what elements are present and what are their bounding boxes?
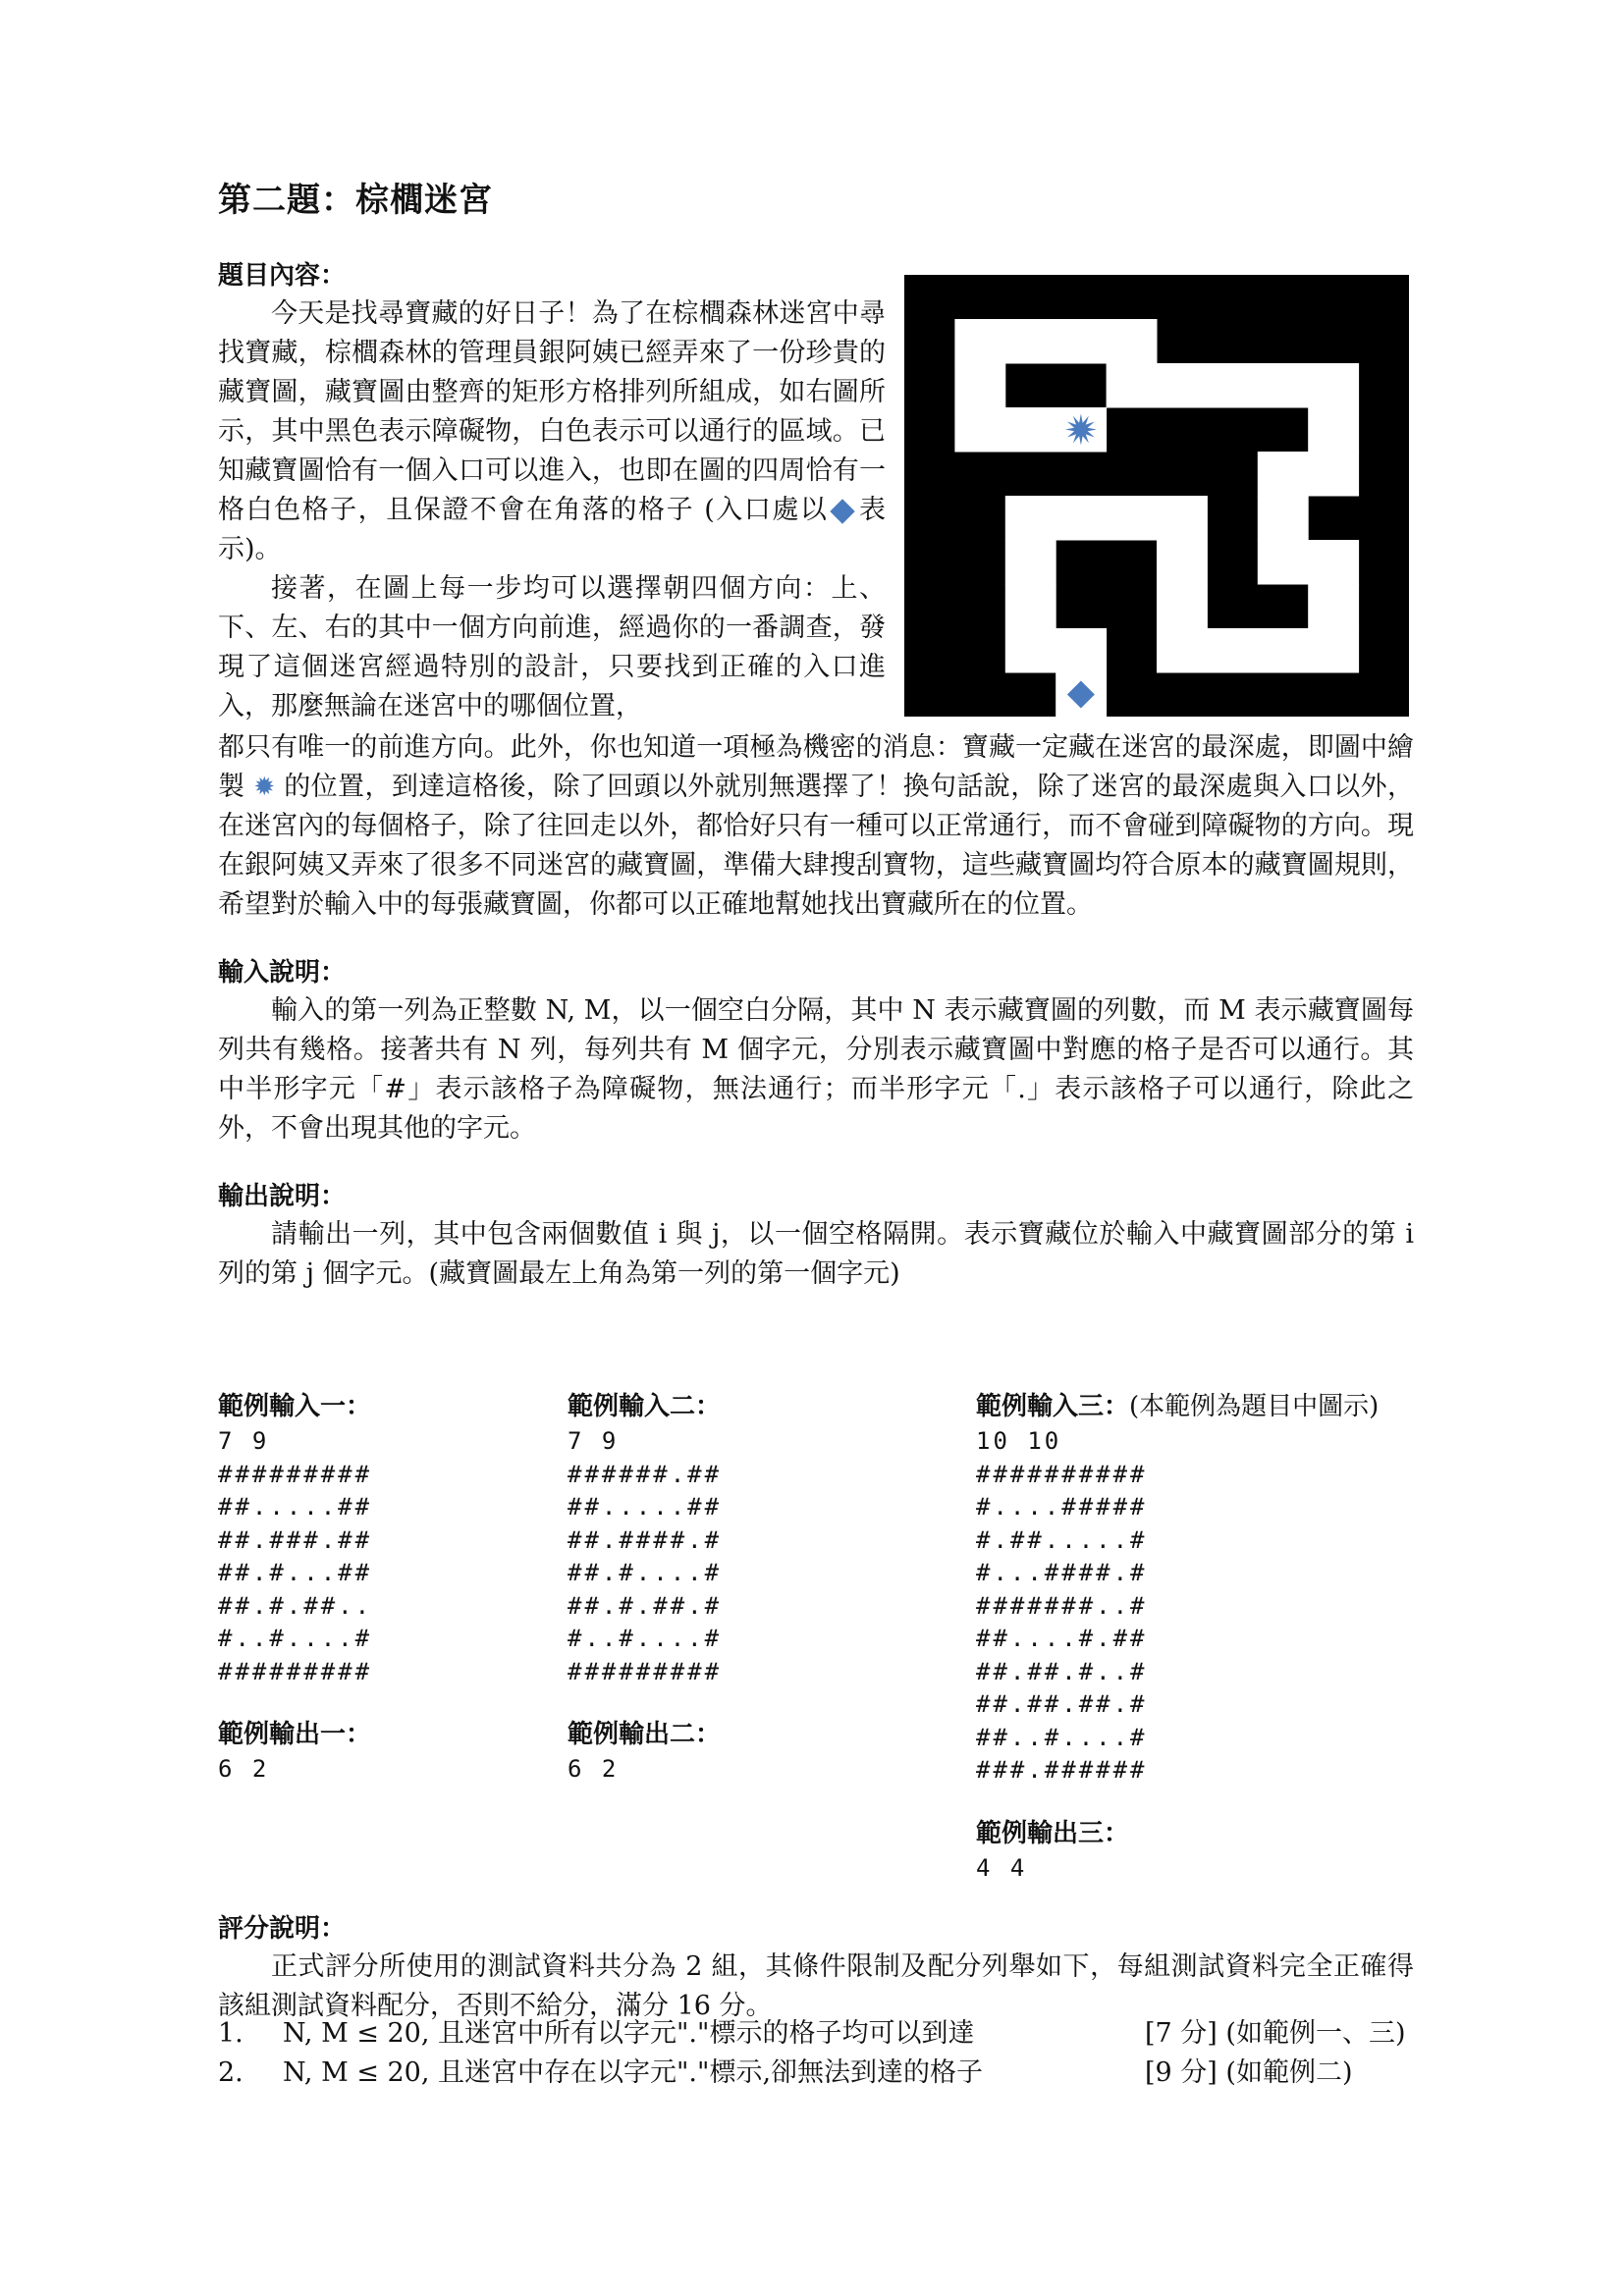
sample-input-1-label: 範例輸入一：	[218, 1392, 372, 1421]
scoring-text: 正式評分所使用的測試資料共分為 2 組，其條件限制及配分列舉如下，每組測試資料完全正確得該組測試資料配分，否則不給分，滿分 16 分。	[218, 1951, 1414, 2021]
maze-figure	[904, 275, 1409, 717]
maze-open-cell	[1258, 540, 1309, 585]
problem-paragraph-1-tail: 表示)。	[218, 495, 887, 564]
scoring-item	[218, 2014, 1435, 2054]
scoring-item-condition: N, M ≤ 20, 且迷宮中所有以字元"."標示的格子均可以到達	[283, 2018, 975, 2049]
sample-input-3-label: 範例輸入三：	[976, 1392, 1130, 1421]
maze-open-cell	[1308, 363, 1359, 408]
maze-open-cell	[1308, 452, 1359, 497]
problem-paragraph-2-bottom	[218, 728, 1414, 925]
sample-output-1-label: 範例輸出一：	[218, 1720, 372, 1749]
sample-output-1: 6 2	[218, 1755, 270, 1783]
maze-open-cell	[1157, 628, 1208, 673]
samples-section	[218, 1388, 1455, 1898]
scoring-item-number: 1.	[218, 2018, 244, 2049]
maze-open-cell	[1056, 496, 1107, 541]
maze-open-cell	[1157, 584, 1208, 629]
maze-open-cell	[1207, 363, 1258, 408]
maze-open-cell	[1056, 628, 1107, 673]
burst-icon: ✹	[253, 773, 276, 802]
scoring-section	[218, 1910, 1414, 2026]
maze-open-cell	[1258, 452, 1309, 497]
sample-1	[218, 1388, 372, 1787]
sample-input-3: 10 10 ########## #....##### #.##.....# #...####.# #######..# ##....#.## ##.##.#..# ##.##.##.# ##..#....# ###.######	[976, 1427, 1148, 1784]
maze-open-cell	[1107, 319, 1158, 364]
maze-open-cell	[1107, 496, 1158, 541]
maze-open-cell	[1308, 540, 1359, 585]
problem-description-top	[218, 257, 886, 726]
scoring-item-condition: N, M ≤ 20, 且迷宮中存在以字元"."標示,卻無法到達的格子	[283, 2057, 984, 2088]
scoring-item	[218, 2054, 1435, 2093]
sample-input-3-label-row	[976, 1388, 1379, 1425]
scoring-heading: 評分說明：	[218, 1914, 347, 1944]
maze-open-cell	[1056, 319, 1107, 364]
maze-open-cell	[1005, 407, 1056, 453]
sample-3	[976, 1388, 1379, 1885]
diamond-icon	[831, 499, 855, 523]
scoring-item-points: [9 分] (如範例二)	[1145, 2057, 1353, 2088]
problem-paragraph-2b: 的位置，到達這格後，除了回頭以外就別無選擇了！換句話說，除了迷宮的最深處與入口以外，在迷宮內的每個格子，除了往回走以外，都恰好只有一種可以正常通行，而不會碰到障礙物的方向。現在銀阿姨又弄來了很多不同迷宮的藏寶圖，準備大肆搜刮寶物，這些藏寶圖均符合原本的藏寶圖規則，希望對於輸入中的每張藏寶圖，你都可以正確地幫她找出寶藏所在的位置。	[218, 772, 1415, 920]
sample-output-3-label: 範例輸出三：	[976, 1818, 1130, 1848]
problem-heading: 題目內容：	[218, 261, 347, 291]
maze-open-cell	[1157, 540, 1208, 585]
scoring-item-points: [7 分] (如範例一、三)	[1145, 2018, 1406, 2049]
maze-open-cell	[1207, 628, 1258, 673]
sample-input-2: 7 9 ######.## ##.....## ##.####.# ##.#....# ##.#.##.# #..#....# #########	[568, 1427, 723, 1685]
maze-open-cell	[954, 407, 1005, 453]
sample-output-2: 6 2	[568, 1755, 620, 1783]
problem-description-bottom	[218, 728, 1414, 1294]
sample-input-1: 7 9 ######### ##.....## ##.###.## ##.#...## ##.#.##.. #..#....# #########	[218, 1427, 373, 1685]
sample-output-3: 4 4	[976, 1853, 1028, 1882]
maze-open-cell	[1005, 628, 1056, 673]
maze-open-cell	[1005, 496, 1056, 541]
maze-open-cell	[1258, 496, 1309, 541]
input-heading: 輸入說明：	[218, 958, 347, 988]
maze-open-cell	[1308, 407, 1359, 453]
maze-image	[904, 275, 1409, 717]
problem-paragraph-1-text: 今天是找尋寶藏的好日子！為了在棕櫚森林迷宮中尋找寶藏，棕櫚森林的管理員銀阿姨已經弄來了一份珍貴的藏寶圖，藏寶圖由整齊的矩形方格排列所組成，如右圖所示，其中黑色表示障礙物，白色表示可以通行的區域。已知藏寶圖恰有一個入口可以進入，也即在圖的四周恰有一格白色格子，且保證不會在角落的格子 (入口處以	[218, 298, 886, 525]
maze-open-cell	[954, 319, 1005, 364]
maze-open-cell	[1005, 584, 1056, 629]
maze-open-cell	[1308, 584, 1359, 629]
maze-open-cell	[1308, 628, 1359, 673]
input-text: 輸入的第一列為正整數 N, M，以一個空白分隔，其中 N 表示藏寶圖的列數，而 M 表示藏寶圖每列共有幾格。接著共有 N 列，每列共有 M 個字元，分別表示藏寶圖中對應的格子是否可以通行。其中半形字元「#」表示該格子為障礙物，無法通行；而半形字元「.」表示該格子可以通行，除此之外，不會出現其他的字元。	[218, 995, 1414, 1144]
sample-input-3-note: (本範例為題目中圖示)	[1129, 1392, 1380, 1421]
sample-input-2-label: 範例輸入二：	[568, 1392, 722, 1421]
problem-paragraph-2a: 都只有唯一的前進方向。此外，你也知道一項極為機密的消息：寶藏一定藏在迷宮的最深處，即圖中繪製	[218, 732, 1414, 802]
output-heading: 輸出說明：	[218, 1182, 347, 1211]
maze-open-cell	[1107, 363, 1158, 408]
sample-output-2-label: 範例輸出二：	[568, 1720, 722, 1749]
scoring-item-number: 2.	[218, 2057, 244, 2088]
maze-open-cell	[1005, 540, 1056, 585]
sample-2	[568, 1388, 722, 1787]
output-text: 請輸出一列，其中包含兩個數值 i 與 j，以一個空格隔開。表示寶藏位於輸入中藏寶圖部分的第 i 列的第 j 個字元。(藏寶圖最左上角為第一列的第一個字元)	[218, 1219, 1414, 1289]
problem-paragraph-1	[218, 294, 886, 569]
problem-paragraph-2-top: 接著，在圖上每一步均可以選擇朝四個方向：上、下、左、右的其中一個方向前進，經過你的一番調查，發現了這個迷宮經過特別的設計，只要找到正確的入口進入，那麼無論在迷宮中的哪個位置，	[218, 573, 886, 721]
maze-open-cell	[1157, 363, 1208, 408]
maze-open-cell	[1258, 628, 1309, 673]
scoring-list	[218, 2014, 1435, 2093]
maze-open-cell	[1258, 363, 1309, 408]
maze-open-cell	[954, 363, 1005, 408]
maze-open-cell	[1005, 319, 1056, 364]
maze-open-cell	[1157, 496, 1208, 541]
problem-title: 第二題：棕櫚迷宮	[218, 181, 493, 220]
